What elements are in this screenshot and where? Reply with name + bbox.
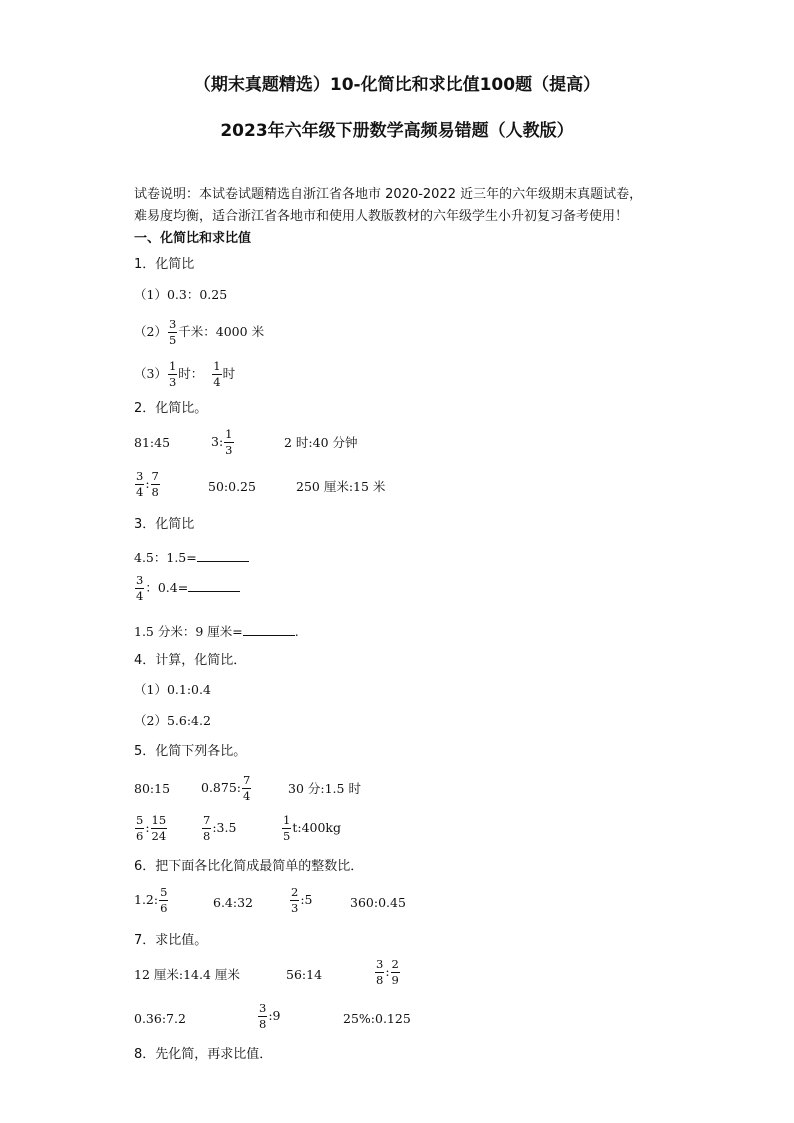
question-1-part-2 xyxy=(134,318,264,347)
answer-blank[interactable] xyxy=(243,622,295,636)
document-title: （期末真题精选）10-化简比和求比值100题（提高） xyxy=(193,75,601,95)
question-2-item-1: 81:45 xyxy=(134,435,171,450)
part-label: （3） xyxy=(134,366,167,381)
question-5-title: 5．化简下列各比。 xyxy=(134,744,247,759)
fraction: $\frac{2}{3}$ xyxy=(291,885,299,915)
question-3-part-1: 4.5：1.5= xyxy=(134,548,249,567)
question-7-item-6: 25%:0.125 xyxy=(343,1011,411,1026)
question-3-part-3: 1.5 分米：9 厘米= . xyxy=(134,624,299,639)
fraction: $\frac{7}{8}$ xyxy=(151,469,159,499)
question-2-item-3: 2 时:40 分钟 xyxy=(284,435,358,450)
question-6-item-2: 6.4:32 xyxy=(213,895,253,910)
question-1-title: 1．化简比 xyxy=(134,257,195,272)
question-3-part-2: $\frac{3}{4}$ ：0.4= xyxy=(134,574,240,603)
ratio-middle: 时： xyxy=(178,366,204,381)
question-1-part-1: （1）0.3：0.25 xyxy=(134,287,228,302)
question-1-part-3 xyxy=(134,360,235,389)
question-6-item-1: 1.2: $\frac{5}{6}$ xyxy=(134,885,168,915)
notice-line-2: 难易度均衡，适合浙江省各地市和使用人教版教材的六年级学生小升初复习备考使用！ xyxy=(134,209,629,224)
fraction: $\frac{3}{8}$ xyxy=(376,957,384,987)
part-label: （2） xyxy=(134,324,167,339)
question-4-part-2: （2）5.6:4.2 xyxy=(134,713,211,728)
fraction: $\frac{1}{4}$ xyxy=(213,359,221,389)
question-8-title: 8．先化简，再求比值． xyxy=(134,1047,273,1062)
question-7-item-1: 12 厘米:14.4 厘米 xyxy=(134,967,240,982)
fraction: $\frac{7}{4}$ xyxy=(243,773,251,803)
fraction: $\frac{2}{9}$ xyxy=(391,957,399,987)
question-4-title: 4．计算，化简比． xyxy=(134,653,247,668)
section-heading: 一、化简比和求比值 xyxy=(134,231,252,246)
question-2-item-5: 50:0.25 xyxy=(208,479,256,494)
document-subtitle: 2023年六年级下册数学高频易错题（人教版） xyxy=(220,121,574,141)
question-5-item-5: $\frac{7}{8}$ :3.5 xyxy=(203,813,237,843)
fraction: $\frac{15}{24}$ xyxy=(151,813,167,843)
fraction: $\frac{5}{6}$ xyxy=(136,813,144,843)
question-2-item-2: 3: $\frac{1}{3}$ xyxy=(211,427,233,457)
question-7-title: 7．求比值。 xyxy=(134,933,208,948)
fraction: $\frac{1}{3}$ xyxy=(168,359,177,389)
question-6-title: 6．把下面各比化简成最简单的整数比． xyxy=(134,859,364,874)
question-6-item-4: 360:0.45 xyxy=(350,895,406,910)
question-5-item-3: 30 分:1.5 时 xyxy=(288,781,361,796)
question-6-item-3: $\frac{2}{3}$ :5 xyxy=(291,885,313,915)
ratio-unit: 时 xyxy=(222,366,236,381)
question-4-part-1: （1）0.1:0.4 xyxy=(134,682,211,697)
fraction: $\frac{1}{5}$ xyxy=(283,813,291,843)
fraction: $\frac{3}{4}$ xyxy=(136,573,144,603)
question-2-item-6: 250 厘米:15 米 xyxy=(296,479,386,494)
answer-blank[interactable] xyxy=(197,548,249,562)
question-3-title: 3．化简比 xyxy=(134,517,195,532)
answer-blank[interactable] xyxy=(188,578,240,592)
question-5-item-6: $\frac{1}{5}$ t:400kg xyxy=(283,813,341,843)
question-2-title: 2．化简比。 xyxy=(134,401,208,416)
fraction: $\frac{3}{5}$ xyxy=(168,317,177,347)
fraction: $\frac{1}{3}$ xyxy=(225,427,233,457)
question-2-item-4: $\frac{3}{4}$ : $\frac{7}{8}$ xyxy=(136,469,159,499)
ratio-rest: 千米：4000 米 xyxy=(178,324,265,339)
question-5-item-1: 80:15 xyxy=(134,781,171,796)
question-5-item-2: 0.875: $\frac{7}{4}$ xyxy=(201,773,251,803)
question-5-item-4: $\frac{5}{6}$ : $\frac{15}{24}$ xyxy=(136,813,167,843)
notice-line-1: 试卷说明：本试卷试题精选自浙江省各地市 2020-2022 近三年的六年级期末真题试卷， xyxy=(134,187,643,202)
question-7-item-4: 0.36:7.2 xyxy=(134,1011,186,1026)
fraction: $\frac{7}{8}$ xyxy=(203,813,211,843)
question-7-item-2: 56:14 xyxy=(286,967,323,982)
fraction: $\frac{3}{4}$ xyxy=(136,469,144,499)
fraction: $\frac{5}{6}$ xyxy=(160,885,168,915)
fraction: $\frac{3}{8}$ xyxy=(259,1001,267,1031)
question-7-item-5: $\frac{3}{8}$ :9 xyxy=(259,1001,281,1031)
question-7-item-3: $\frac{3}{8}$ : $\frac{2}{9}$ xyxy=(376,957,399,987)
